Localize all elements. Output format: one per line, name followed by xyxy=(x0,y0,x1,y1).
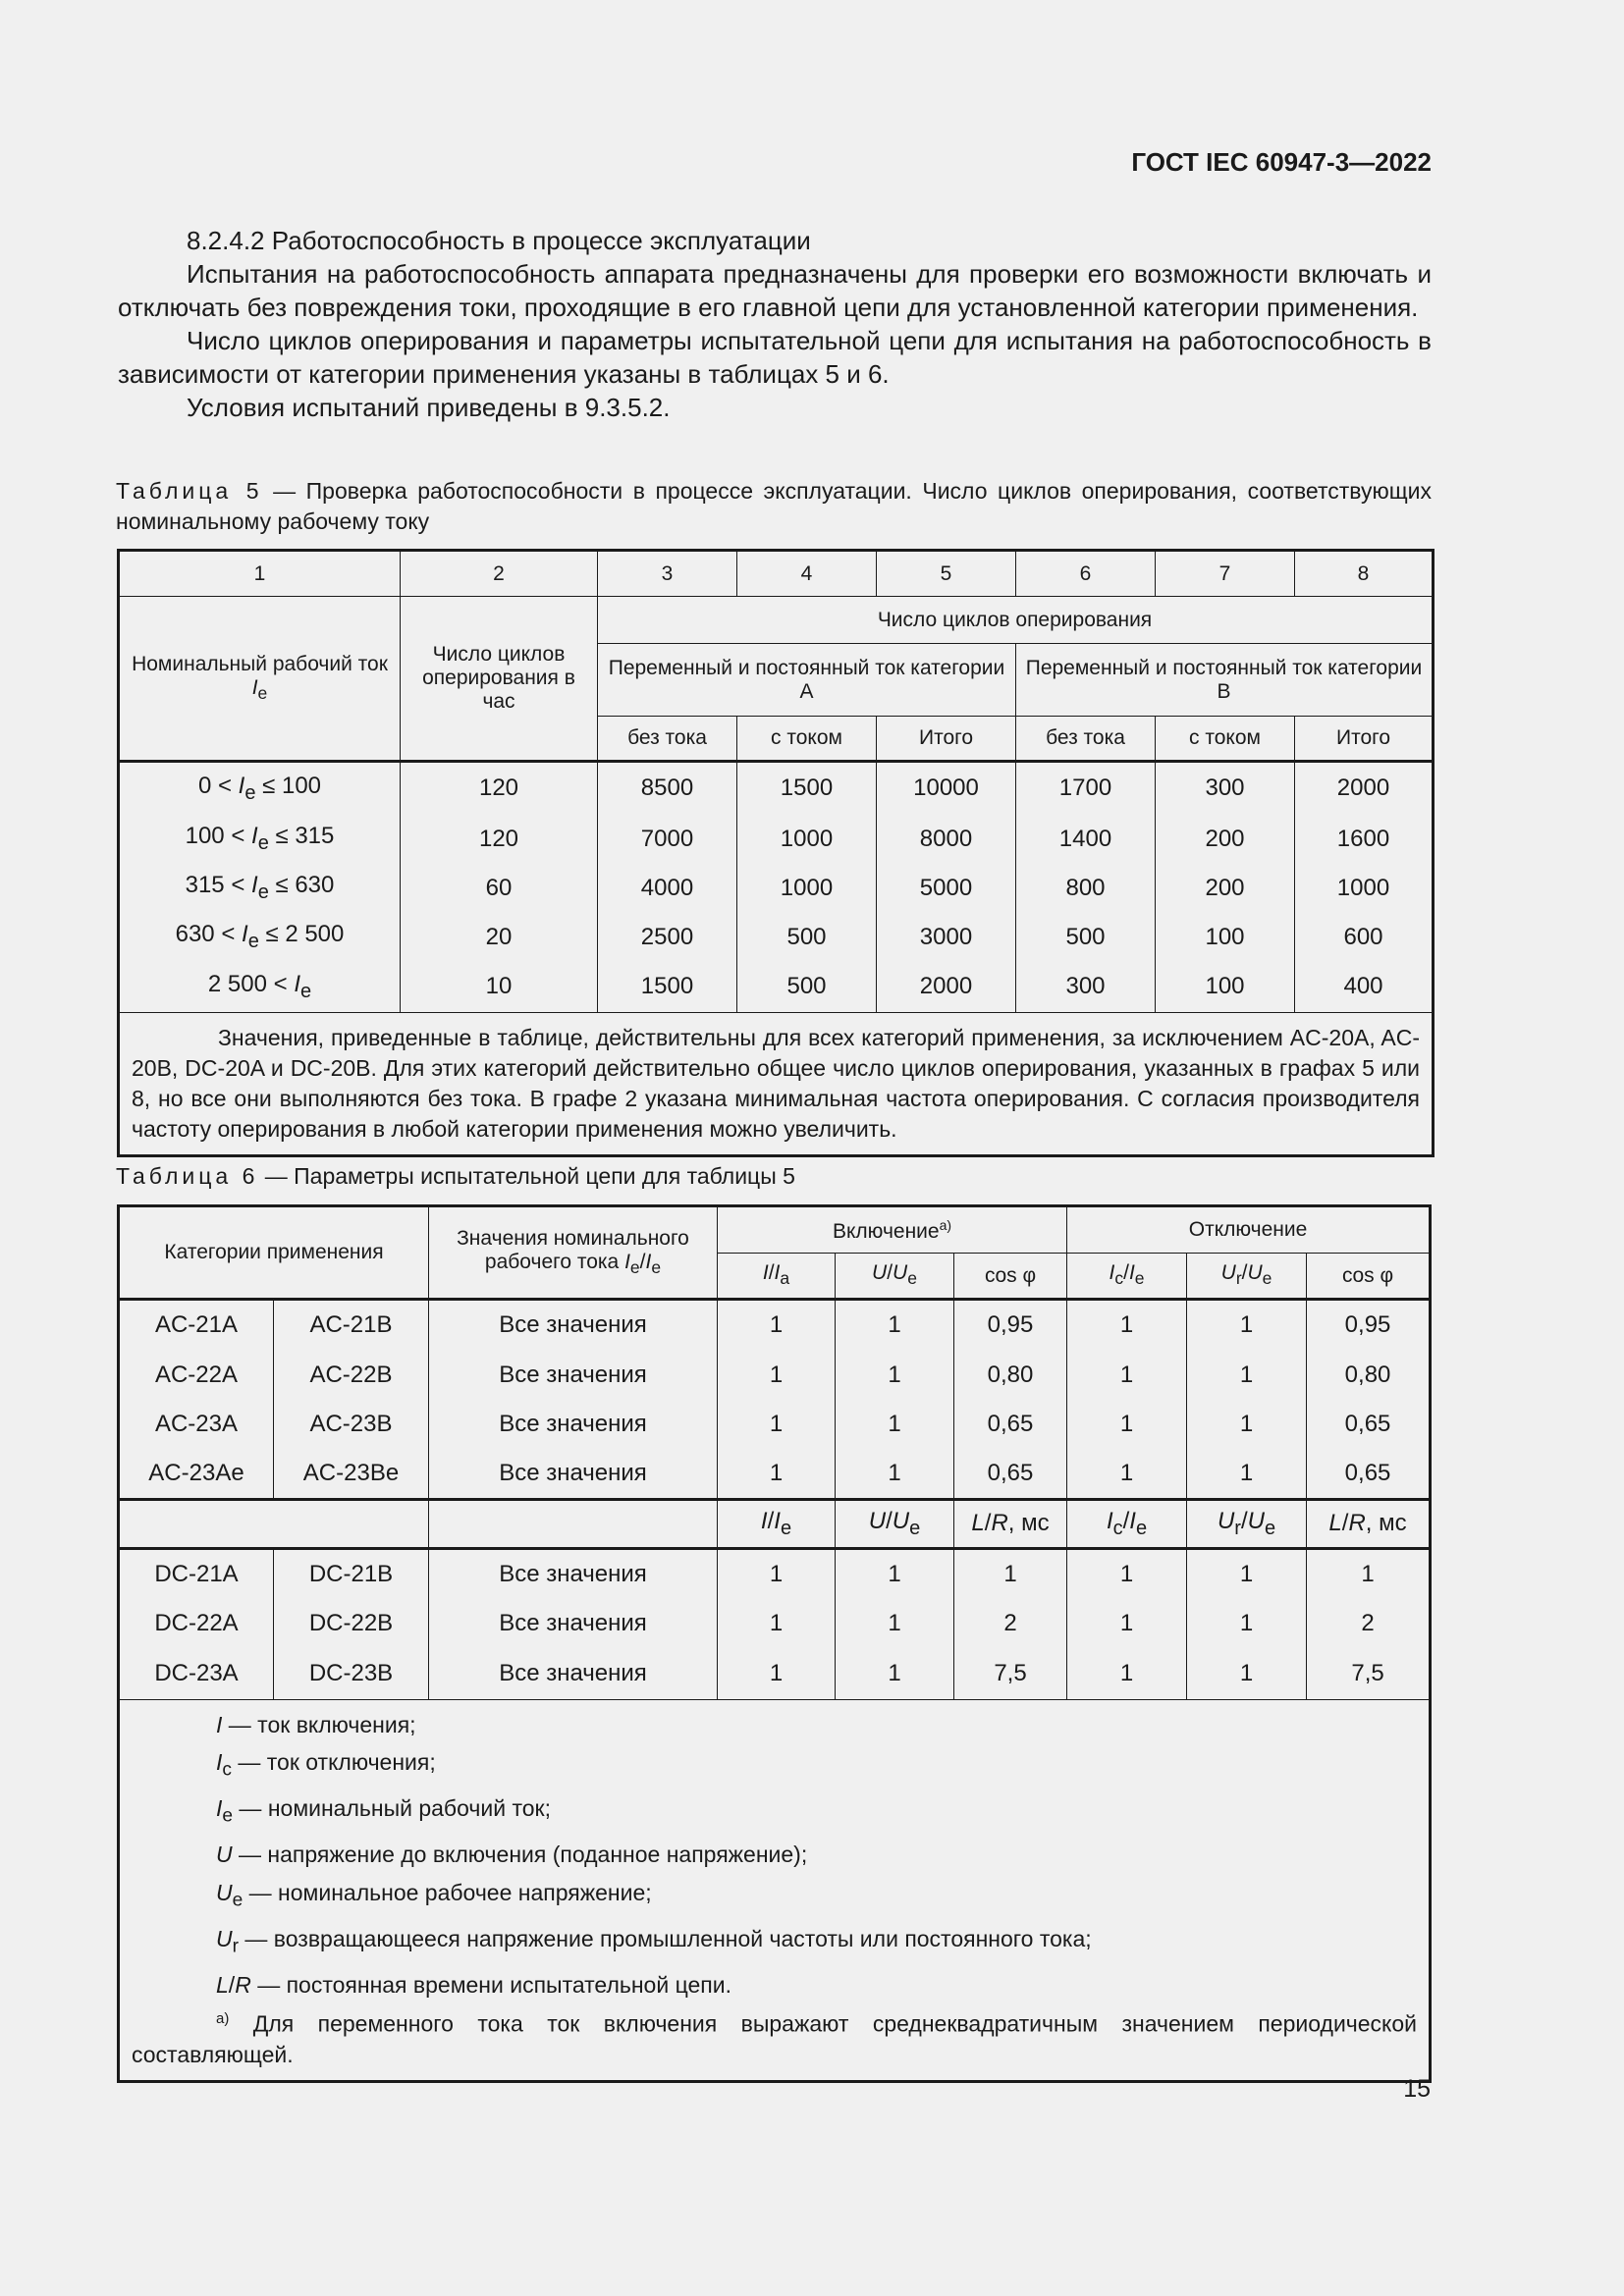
column-number: 5 xyxy=(877,551,1016,597)
cell: 1 xyxy=(836,1599,954,1648)
cell: 1 xyxy=(1187,1548,1307,1599)
cell: 1000 xyxy=(737,815,877,864)
table6-label: Таблица 6 xyxy=(116,1163,259,1189)
cell: DC-22B xyxy=(274,1599,429,1648)
legend-item: L/R — постоянная времени испытательной цепи. xyxy=(216,1971,731,1998)
cell: 2000 xyxy=(1295,762,1434,815)
current-range: $100 < I_e \le 315$ xyxy=(119,815,401,864)
header-breaking: Отключение xyxy=(1067,1206,1431,1254)
cell: 1 xyxy=(718,1400,836,1449)
table5 xyxy=(117,549,1435,1157)
dc-header-row xyxy=(119,1499,1431,1548)
table-row xyxy=(119,815,1434,864)
cell: 4000 xyxy=(598,864,737,913)
header-cos-phi: cos φ xyxy=(1307,1254,1431,1300)
legend-item: U — напряжение до включения (поданное напряжение); xyxy=(216,1842,808,1868)
table5-note xyxy=(119,1013,1434,1156)
cell-empty xyxy=(119,1499,429,1548)
column-numbers-row xyxy=(119,551,1434,597)
table-row xyxy=(119,1300,1431,1351)
cell: Все значения xyxy=(429,1599,718,1648)
table6-legend xyxy=(119,1699,1431,2082)
header-rated-current: Номинальный рабочий ток $I_e$ xyxy=(119,597,401,762)
cell: 1 xyxy=(718,1300,836,1351)
cell: 1 xyxy=(1187,1648,1307,1699)
table-row xyxy=(119,1449,1431,1500)
cell: 1000 xyxy=(1295,864,1434,913)
cell: 100 xyxy=(1156,913,1295,962)
cell: 1 xyxy=(1187,1599,1307,1648)
header-categories: Категории применения xyxy=(119,1206,429,1300)
footnote: $^{a)}$ Для переменного тока ток включения выражают среднеквадратичным значением периодической составляющей. xyxy=(132,2010,1418,2068)
header-total: Итого xyxy=(1295,717,1434,762)
table-row xyxy=(119,962,1434,1013)
note-text: Значения, приведенные в таблице, действительны для всех категорий применения, за исключением AC-20A, AC-20B, DC-20A и DC-20B. Для этих категорий действительно общее число циклов оперирования, указанных в графах 5 или 8, но все они выполняются без тока. В графе 2 указана минимальная частота оперирования. С согласия производителя частоту оперирования в любой категории применения можно увеличить. xyxy=(132,1025,1420,1142)
cell: 400 xyxy=(1295,962,1434,1013)
cell: 1 xyxy=(1067,1548,1187,1599)
cell: 1 xyxy=(718,1351,836,1400)
cell: 1 xyxy=(1187,1449,1307,1500)
cell: 0,65 xyxy=(1307,1400,1431,1449)
header-making: Включение$^{a)}$ xyxy=(718,1206,1067,1254)
cell: Все значения xyxy=(429,1400,718,1449)
cell: AC-23Ae xyxy=(119,1449,274,1500)
cell: 100 xyxy=(1156,962,1295,1013)
cell: 2 xyxy=(954,1599,1067,1648)
column-number: 1 xyxy=(119,551,401,597)
cell: 0,65 xyxy=(1307,1449,1431,1500)
cell: 5000 xyxy=(877,864,1016,913)
cell: 7,5 xyxy=(1307,1648,1431,1699)
cell: 500 xyxy=(737,913,877,962)
table-row xyxy=(119,913,1434,962)
table-row xyxy=(119,864,1434,913)
cell: 800 xyxy=(1016,864,1156,913)
cell: 600 xyxy=(1295,913,1434,962)
table6-caption xyxy=(116,1161,1432,1192)
cell: Все значения xyxy=(429,1548,718,1599)
cell: 2000 xyxy=(877,962,1016,1013)
column-number: 8 xyxy=(1295,551,1434,597)
header-cos-phi: cos φ xyxy=(954,1254,1067,1300)
cell: AC-22A xyxy=(119,1351,274,1400)
cell: 7,5 xyxy=(954,1648,1067,1699)
cell: 500 xyxy=(737,962,877,1013)
header-lr: L/R, мс xyxy=(954,1499,1067,1548)
header-cycles-per-hour: Число циклов оперирования в час xyxy=(401,597,598,762)
table6-title: — Параметры испытательной цепи для таблицы 5 xyxy=(258,1163,795,1189)
cell: 1 xyxy=(1187,1351,1307,1400)
legend-item: $U_e$ — номинальное рабочее напряжение; xyxy=(216,1879,652,1911)
header-i-ie: $I/I_e$ xyxy=(718,1499,836,1548)
cell: AC-21B xyxy=(274,1300,429,1351)
header-rated-values: Значения номинального рабочего тока $I_e/I_e$ xyxy=(429,1206,718,1300)
column-number: 7 xyxy=(1156,551,1295,597)
table-row xyxy=(119,1548,1431,1599)
cell: 1 xyxy=(1067,1300,1187,1351)
cell: 1 xyxy=(718,1599,836,1648)
cell: 1500 xyxy=(598,962,737,1013)
cell: 0,95 xyxy=(954,1300,1067,1351)
header-no-current: без тока xyxy=(1016,717,1156,762)
cell: 0,95 xyxy=(1307,1300,1431,1351)
cell: 10 xyxy=(401,962,598,1013)
header-with-current: с током xyxy=(737,717,877,762)
cell: 1000 xyxy=(737,864,877,913)
cell: 1 xyxy=(1067,1449,1187,1500)
current-range: $630 < I_e \le 2$ 500 xyxy=(119,913,401,962)
cell: 0,65 xyxy=(954,1400,1067,1449)
cell: 1 xyxy=(1307,1548,1431,1599)
current-range: 2 $500 < I_e$ xyxy=(119,962,401,1013)
legend-item: $U_r$ — возвращающееся напряжение промышленной частоты или постоянного тока; xyxy=(216,1925,1092,1957)
header-category-b: Переменный и постоянный ток категории В xyxy=(1016,644,1434,717)
header-u-ue: $U/U_e$ xyxy=(836,1254,954,1300)
document-id: ГОСТ IEC 60947-3—2022 xyxy=(1131,147,1432,177)
cell: 60 xyxy=(401,864,598,913)
table-row xyxy=(119,1400,1431,1449)
table-row xyxy=(119,1599,1431,1648)
header-u-ue: $U/U_e$ xyxy=(836,1499,954,1548)
cell: Все значения xyxy=(429,1449,718,1500)
cell: Все значения xyxy=(429,1351,718,1400)
header-ur-ue: $U_r/U_e$ xyxy=(1187,1499,1307,1548)
cell: DC-21A xyxy=(119,1548,274,1599)
cell: 1 xyxy=(718,1648,836,1699)
section-heading: 8.2.4.2 Работоспособность в процессе эксплуатации xyxy=(187,226,811,255)
cell: 1 xyxy=(836,1449,954,1500)
current-range: $0 < I_e \le 100$ xyxy=(119,762,401,815)
cell: 1 xyxy=(1067,1648,1187,1699)
table6 xyxy=(117,1204,1432,2083)
cell: 1 xyxy=(836,1300,954,1351)
header-category-a: Переменный и постоянный ток категории А xyxy=(598,644,1016,717)
cell: AC-23A xyxy=(119,1400,274,1449)
cell: 2 xyxy=(1307,1599,1431,1648)
cell: 1600 xyxy=(1295,815,1434,864)
cell: 8500 xyxy=(598,762,737,815)
header-i-ia: $I/I_a$ xyxy=(718,1254,836,1300)
cell: 1700 xyxy=(1016,762,1156,815)
table5-label: Таблица 5 xyxy=(116,478,263,504)
cell: 8000 xyxy=(877,815,1016,864)
cell: AC-21A xyxy=(119,1300,274,1351)
cell: 0,80 xyxy=(954,1351,1067,1400)
cell: 1 xyxy=(1067,1351,1187,1400)
cell: 2500 xyxy=(598,913,737,962)
cell: Все значения xyxy=(429,1300,718,1351)
cell: 0,65 xyxy=(954,1449,1067,1500)
page-number: 15 xyxy=(1403,2075,1431,2103)
table5-title: — Проверка работоспособности в процессе эксплуатации. Число циклов оперирования, соответствующих номинальному рабочему току xyxy=(116,478,1432,534)
cell: DC-23B xyxy=(274,1648,429,1699)
cell: 1 xyxy=(836,1400,954,1449)
table-row xyxy=(119,762,1434,815)
cell: 1 xyxy=(1187,1300,1307,1351)
cell: 0,80 xyxy=(1307,1351,1431,1400)
header-with-current: с током xyxy=(1156,717,1295,762)
cell: 200 xyxy=(1156,815,1295,864)
header-operating-cycles: Число циклов оперирования xyxy=(598,597,1434,644)
header-total: Итого xyxy=(877,717,1016,762)
header-ur-ue: $U_r/U_e$ xyxy=(1187,1254,1307,1300)
cell: DC-21B xyxy=(274,1548,429,1599)
cell-empty xyxy=(429,1499,718,1548)
cell: 300 xyxy=(1156,762,1295,815)
paragraph: Условия испытаний приведены в 9.3.5.2. xyxy=(187,393,671,422)
column-number: 2 xyxy=(401,551,598,597)
cell: 1 xyxy=(718,1548,836,1599)
paragraph: Число циклов оперирования и параметры испытательной цепи для испытания на работоспособность в зависимости от категории применения указаны в таблицах 5 и 6. xyxy=(118,326,1432,389)
cell: 1 xyxy=(1067,1599,1187,1648)
cell: DC-23A xyxy=(119,1648,274,1699)
header-no-current: без тока xyxy=(598,717,737,762)
column-number: 6 xyxy=(1016,551,1156,597)
cell: 1400 xyxy=(1016,815,1156,864)
current-range: $315 < I_e \le 630$ xyxy=(119,864,401,913)
cell: 120 xyxy=(401,762,598,815)
cell: 1 xyxy=(1187,1400,1307,1449)
header-ic-ie: $I_c/I_e$ xyxy=(1067,1254,1187,1300)
cell: Все значения xyxy=(429,1648,718,1699)
cell: 1 xyxy=(836,1351,954,1400)
cell: 1 xyxy=(1067,1400,1187,1449)
cell: 20 xyxy=(401,913,598,962)
paragraph: Испытания на работоспособность аппарата предназначены для проверки его возможности включать и отключать без повреждения токи, проходящие в его главной цепи для установленной категории применения. xyxy=(118,259,1432,322)
legend-item: I — ток включения; xyxy=(216,1711,416,1737)
header-lr: L/R, мс xyxy=(1307,1499,1431,1548)
cell: 1 xyxy=(718,1449,836,1500)
column-number: 3 xyxy=(598,551,737,597)
cell: AC-23B xyxy=(274,1400,429,1449)
cell: 1 xyxy=(954,1548,1067,1599)
cell: 3000 xyxy=(877,913,1016,962)
cell: 500 xyxy=(1016,913,1156,962)
section-text xyxy=(118,224,1432,424)
cell: 1 xyxy=(836,1548,954,1599)
legend-item: $I_c$ — ток отключения; xyxy=(216,1749,436,1781)
table5-caption xyxy=(116,476,1432,537)
legend-item: $I_e$ — номинальный рабочий ток; xyxy=(216,1795,551,1827)
header-ic-ie: $I_c/I_e$ xyxy=(1067,1499,1187,1548)
cell: 200 xyxy=(1156,864,1295,913)
cell: AC-23Be xyxy=(274,1449,429,1500)
column-number: 4 xyxy=(737,551,877,597)
cell: 7000 xyxy=(598,815,737,864)
cell: 1 xyxy=(836,1648,954,1699)
table-row xyxy=(119,1351,1431,1400)
cell: 120 xyxy=(401,815,598,864)
cell: AC-22B xyxy=(274,1351,429,1400)
cell: 1500 xyxy=(737,762,877,815)
cell: DC-22A xyxy=(119,1599,274,1648)
cell: 10000 xyxy=(877,762,1016,815)
table-row xyxy=(119,1648,1431,1699)
cell: 300 xyxy=(1016,962,1156,1013)
